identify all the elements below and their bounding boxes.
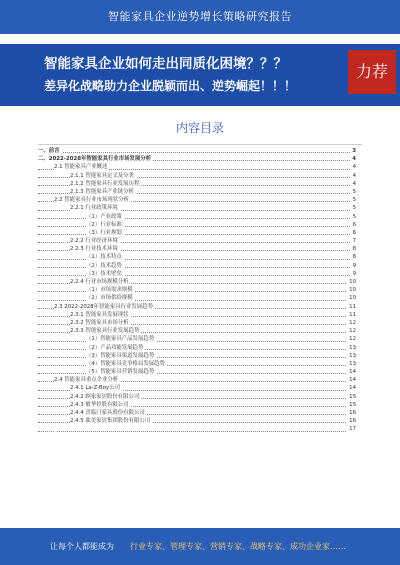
toc-entry-page: 4: [352, 180, 356, 187]
toc-entry[interactable]: [38, 278, 356, 286]
toc-entry-page: 5: [352, 197, 356, 204]
toc-entry[interactable]: [38, 147, 356, 155]
recommend-badge: 力荐: [348, 50, 396, 94]
toc-entry-text: 2.1.2 智能家具行业发展历程: [70, 180, 140, 187]
toc-entry-text: 2.4.4 喜临门家具股份有限公司: [70, 410, 145, 416]
toc-entry-page: 8: [352, 246, 356, 253]
toc-entry-text: 2.3 2022-2028年智能家具行业发展趋势: [54, 303, 153, 310]
toc-entry[interactable]: [38, 172, 356, 180]
toc-entry-text: （1）市场需求规模: [86, 287, 133, 294]
toc-entry[interactable]: [38, 163, 356, 171]
banner-subline: 差异化战略助力企业脱颖而出、逆势崛起！！！: [44, 79, 297, 93]
report-title: 智能家具企业逆势增长策略研究报告: [108, 10, 292, 23]
toc-entry[interactable]: [38, 303, 356, 311]
toc-entry-text: [54, 426, 56, 432]
toc-entry[interactable]: [38, 204, 356, 212]
toc-entry[interactable]: [38, 417, 356, 425]
toc-entry-page: 13: [349, 360, 356, 367]
toc-entry-text: （3）行业规划: [86, 229, 122, 236]
toc-entry-text: 2.3.1 智能家具发展现状: [70, 311, 129, 318]
toc-entry-page: 11: [349, 311, 356, 318]
toc-entry-text: 2.4.2 顾家家居股份有限公司: [70, 393, 140, 400]
toc-entry-text: 2.4.1 La-Z-Boy公司: [70, 385, 120, 392]
toc-entry-text: （4）智能家具竞争格局发展趋势: [86, 360, 165, 367]
toc-entry-page: 16: [349, 418, 356, 425]
toc-divider: [38, 144, 362, 145]
toc-entry[interactable]: [38, 384, 356, 392]
toc-entry-text: （3）智能家具渠道发展趋势: [86, 352, 155, 359]
toc-entry-text: 2.2.1 行业政策环境: [70, 205, 118, 212]
report-header-bar: [0, 0, 400, 34]
toc-entry-text: 2.3.2 智能家具市场分析: [70, 319, 129, 326]
footer-bar: [0, 528, 400, 565]
toc-entry[interactable]: [38, 409, 356, 417]
toc-entry-page: 9: [352, 262, 356, 269]
toc-entry-text: （2）产品功能发展趋势: [86, 344, 144, 351]
toc-entry-text: 一、前言: [38, 148, 60, 154]
toc-entry-text: （2）市场供给规模: [86, 295, 133, 302]
toc-entry-page: 10: [349, 287, 356, 294]
toc-entry-page: 4: [352, 164, 356, 171]
toc-entry[interactable]: [38, 237, 356, 245]
toc-entry-text: （5）智能家具营销发展趋势: [86, 369, 155, 376]
toc-entry-page: 7: [352, 238, 356, 245]
toc-entry-text: 二、2022-2028年智能家具行业市场发展分析: [38, 156, 152, 163]
toc-entry-text: 2.2.4 行业市场规模分析: [70, 279, 129, 285]
toc-entry[interactable]: [38, 344, 356, 352]
toc-entry-page: 5: [352, 213, 356, 220]
toc-entry-page: 12: [349, 328, 356, 335]
toc-entry-text: （1）产业政策: [86, 213, 122, 220]
toc-entry-text: 2.2.3 行业技术环境: [70, 246, 118, 253]
toc-entry-page: 16: [349, 410, 356, 416]
toc-entry-text: （1）技术特点: [86, 254, 122, 261]
toc-entry-page: 14: [349, 385, 356, 392]
toc-title: 内容目录: [175, 121, 224, 135]
toc-entry[interactable]: [38, 393, 356, 401]
toc-entry-page: 17: [349, 426, 356, 433]
toc-entry-page: 12: [349, 319, 356, 326]
toc-entry[interactable]: [38, 319, 356, 327]
toc-entry-text: 2.2.2 行业经济环境: [70, 238, 118, 245]
toc-entry[interactable]: [38, 262, 356, 270]
toc-entry-page: 3: [352, 148, 356, 154]
toc-entry[interactable]: [38, 213, 356, 221]
toc-entry-page: 9: [352, 270, 356, 277]
toc-entry-text: 2.1 智能家具产业概述: [54, 164, 108, 171]
toc-entry-page: 10: [349, 279, 356, 285]
toc-entry-page: 5: [352, 205, 356, 212]
toc-entry-text: （1）智能家具产品发展趋势: [86, 336, 155, 343]
toc-entry[interactable]: [38, 229, 356, 237]
toc-entry-page: 15: [349, 393, 356, 400]
toc-entry[interactable]: [38, 270, 356, 278]
toc-entry-page: 4: [352, 156, 356, 163]
toc-entry-page: 15: [349, 401, 356, 408]
toc-entry-page: 13: [349, 352, 356, 359]
toc-entry-text: 2.4 智能家具重点企业分析: [54, 377, 119, 384]
toc-entry-text: 2.3.3 智能家具行业发展趋势: [70, 328, 140, 335]
toc-entry[interactable]: [38, 253, 356, 261]
table-of-contents: [38, 147, 356, 434]
toc-entry[interactable]: [38, 286, 356, 294]
toc-entry-page: 6: [352, 221, 356, 228]
toc-entry-page: 11: [349, 303, 356, 310]
toc-entry-text: 2.4.3 敏华控股有限公司: [70, 401, 129, 408]
toc-entry[interactable]: [38, 180, 356, 188]
banner-headline: 智能家具企业如何走出同质化困境？？？: [44, 56, 287, 72]
toc-entry-text: （2）行业标准: [86, 221, 122, 228]
toc-entry[interactable]: [38, 245, 356, 253]
toc-entry-text: 2.1.1 智能家具定义及分类: [70, 172, 134, 179]
toc-entry-text: （3）技术壁垒: [86, 270, 122, 277]
toc-entry[interactable]: [38, 401, 356, 409]
toc-entry[interactable]: [38, 294, 356, 302]
toc-entry[interactable]: [38, 311, 356, 319]
toc-entry[interactable]: [38, 327, 356, 335]
toc-entry[interactable]: [38, 352, 356, 360]
toc-entry[interactable]: [38, 188, 356, 196]
toc-entry-page: 12: [349, 336, 356, 343]
toc-entry[interactable]: [38, 376, 356, 384]
toc-entry[interactable]: [38, 335, 356, 343]
toc-entry-text: （2）技术趋势: [86, 262, 122, 269]
toc-entry[interactable]: [38, 196, 356, 204]
toc-entry[interactable]: [38, 360, 356, 368]
toc-entry[interactable]: [38, 155, 356, 163]
toc-entry-page: 5: [352, 188, 356, 195]
toc-entry-text: 2.1.3 智能家具产业链分析: [70, 188, 134, 195]
promo-banner: [0, 44, 400, 106]
toc-entry-page: 4: [352, 172, 356, 179]
toc-entry-text: 2.2 智能家具行业市场现状分析: [54, 197, 129, 204]
toc-entry-page: 13: [349, 344, 356, 351]
toc-entry[interactable]: [38, 221, 356, 229]
toc-entry[interactable]: [38, 368, 356, 376]
toc-entry-page: 14: [349, 377, 356, 384]
toc-entry-page: 14: [349, 369, 356, 376]
toc-entry-text: 2.4.5 曲美家居集团股份有限公司: [70, 418, 151, 425]
footer-slogan-left: 让每个人都能成为: [50, 542, 114, 551]
footer-slogan-right: 行业专家、管理专家、营销专家、战略专家、成功企业家……: [130, 542, 346, 551]
toc-entry-page: 10: [349, 295, 356, 302]
toc-entry-page: 8: [352, 254, 356, 261]
toc-entry-page: 6: [352, 229, 356, 236]
toc-entry[interactable]: [38, 425, 356, 433]
